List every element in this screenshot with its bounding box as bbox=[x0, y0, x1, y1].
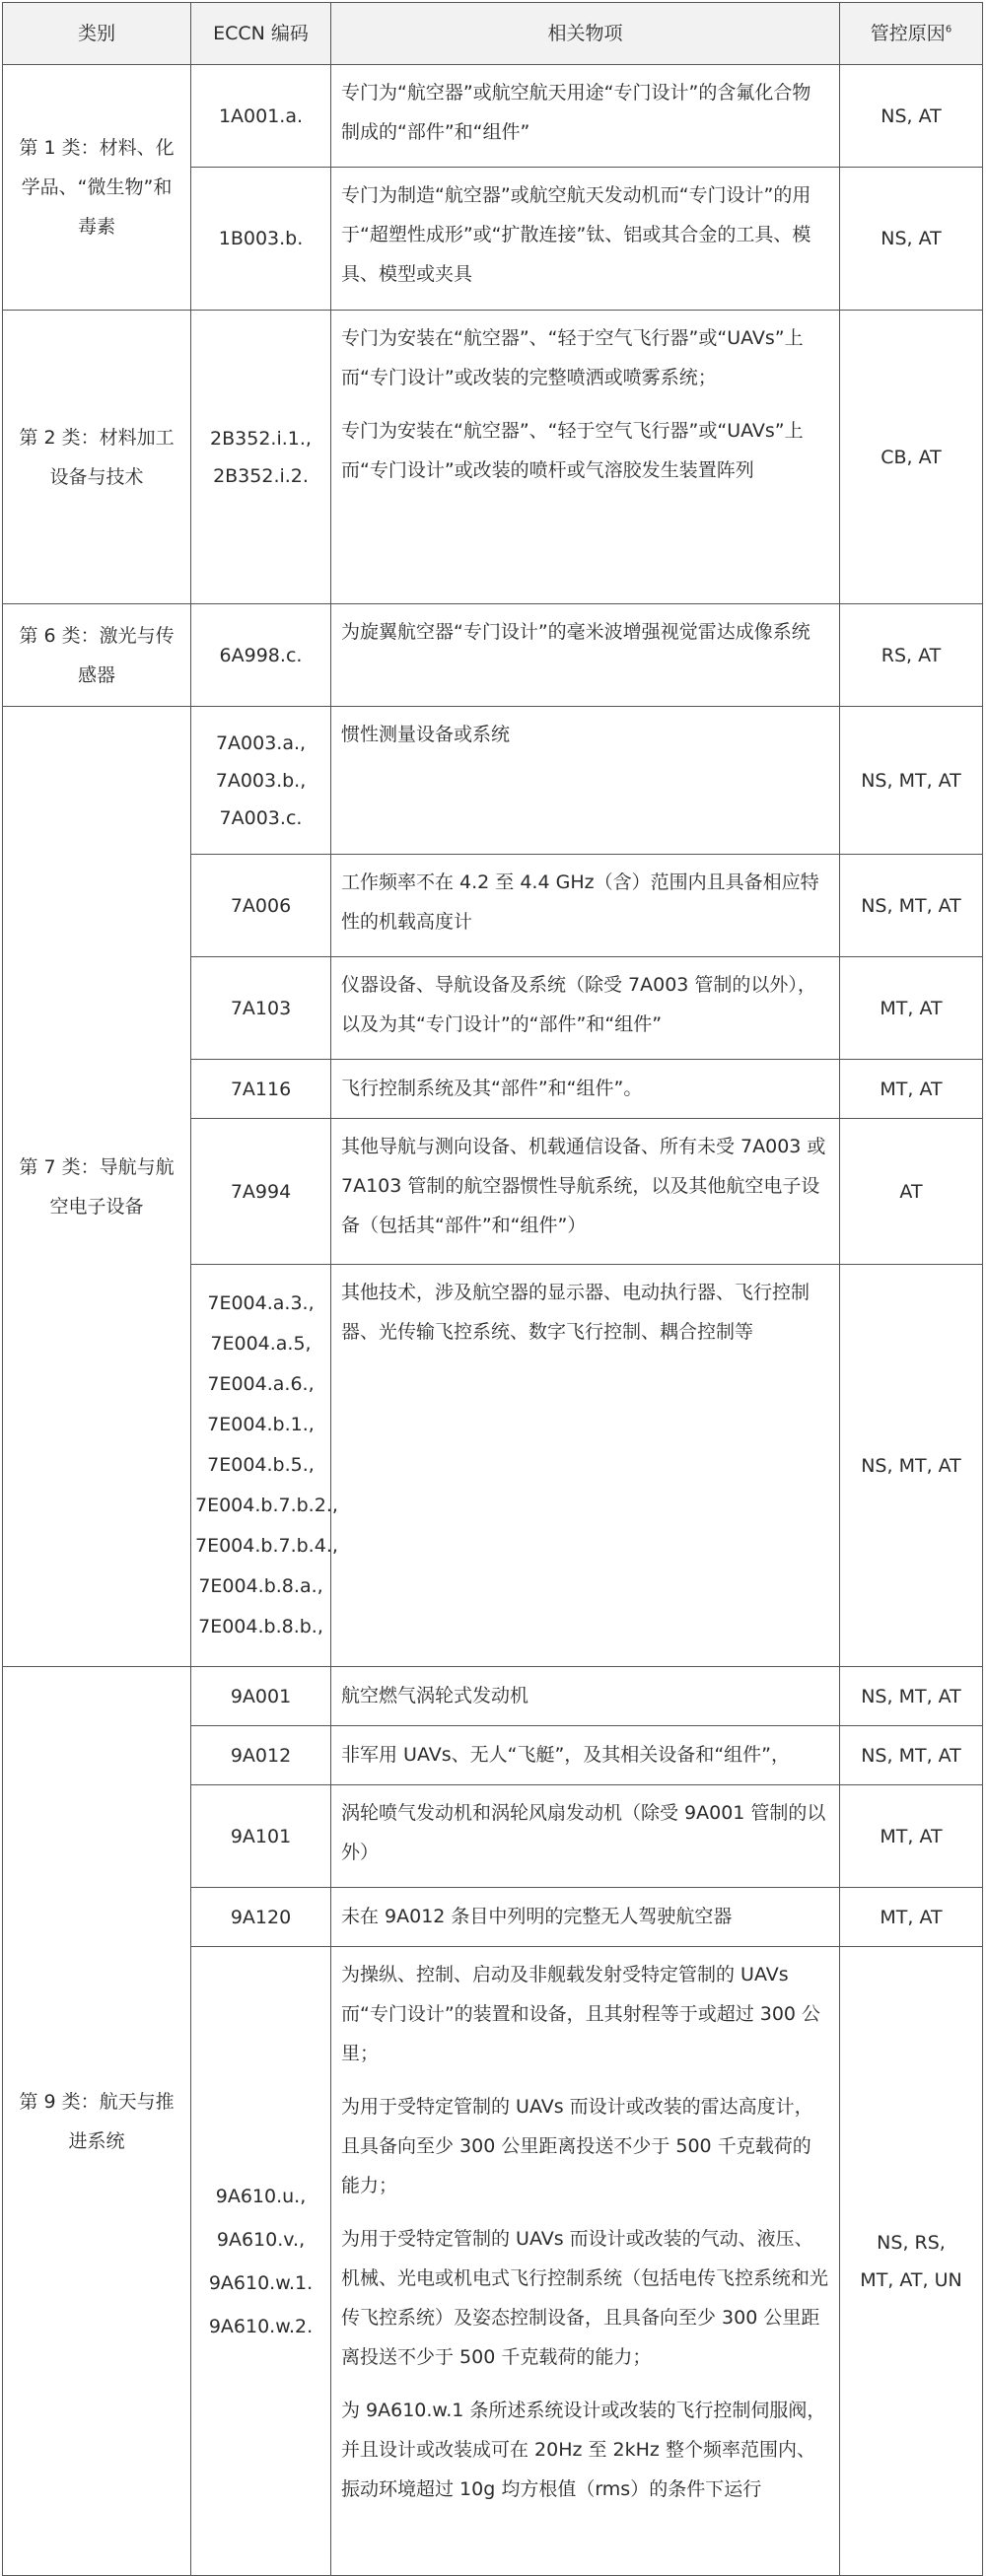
control-reason: CB, AT bbox=[840, 311, 983, 604]
item-description: 专门为“航空器”或航空航天用途“专门设计”的含氟化合物制成的“部件”和“组件” bbox=[331, 65, 840, 168]
item-description: 惯性测量设备或系统 bbox=[331, 707, 840, 855]
eccn-code: 9A101 bbox=[191, 1785, 331, 1888]
control-reason: MT, AT bbox=[840, 1060, 983, 1119]
header-category: 类别 bbox=[3, 3, 191, 65]
item-description: 未在 9A012 条目中列明的完整无人驾驶航空器 bbox=[331, 1888, 840, 1947]
control-reason: AT bbox=[840, 1119, 983, 1265]
eccn-code: 2B352.i.1., 2B352.i.2. bbox=[191, 311, 331, 604]
control-reason: NS, RS, MT, AT, UN bbox=[840, 1947, 983, 2576]
item-description: 为操纵、控制、启动及非舰载发射受特定管制的 UAVs 而“专门设计”的装置和设备，且其射程等于或超过 300 公里； 为用于受特定管制的 UAVs 而设计或改装的雷达高度计，且具备向至少 300 公里距离投送不少于 500 千克载荷的能力； 为用于受特定管制的 UAVs 而设计或改装的气动、液压、机械、光电或机电式飞行控制系统（包括电传飞控系统和光传飞控系统）及姿态控制设备，且具备向至少 300 公里距离投送不少于 500 千克载荷的能力； 为 9A610.w.1 条所述系统设计或改装的飞行控制伺服阀，并且设计或改装成可在 20Hz 至 2kHz 整个频率范围内、振动环境超过 10g 均方根值（rms）的条件下运行 bbox=[331, 1947, 840, 2576]
eccn-code: 1B003.b. bbox=[191, 168, 331, 311]
category-cell: 第 1 类：材料、化 学品、“微生物”和 毒素 bbox=[3, 65, 191, 311]
item-description: 为旋翼航空器“专门设计”的毫米波增强视觉雷达成像系统 bbox=[331, 604, 840, 707]
table-row bbox=[3, 311, 983, 604]
header-eccn: ECCN 编码 bbox=[191, 3, 331, 65]
eccn-code: 7A116 bbox=[191, 1060, 331, 1119]
eccn-code: 7A103 bbox=[191, 957, 331, 1060]
eccn-code: 7A003.a., 7A003.b., 7A003.c. bbox=[191, 707, 331, 855]
footnote-marker: 6 bbox=[945, 24, 952, 35]
table-row bbox=[3, 707, 983, 855]
eccn-code: 9A610.u., 9A610.v., 9A610.w.1. 9A610.w.2. bbox=[191, 1947, 331, 2576]
eccn-code: 7E004.a.3., 7E004.a.5, 7E004.a.6., 7E004.b.1., 7E004.b.5., 7E004.b.7.b.2., 7E004.b.7.b.4., 7E004.b.8.a., 7E004.b.8.b., bbox=[191, 1265, 331, 1667]
control-reason: NS, MT, AT bbox=[840, 1667, 983, 1726]
control-reason: NS, MT, AT bbox=[840, 855, 983, 957]
control-reason: NS, MT, AT bbox=[840, 1726, 983, 1785]
item-description: 飞行控制系统及其“部件”和“组件”。 bbox=[331, 1060, 840, 1119]
header-control: 管控原因$^6$ bbox=[840, 3, 983, 65]
item-description: 工作频率不在 4.2 至 4.4 GHz（含）范围内且具备相应特性的机载高度计 bbox=[331, 855, 840, 957]
category-cell: 第 7 类：导航与航 空电子设备 bbox=[3, 707, 191, 1667]
control-reason: MT, AT bbox=[840, 1785, 983, 1888]
eccn-code: 9A012 bbox=[191, 1726, 331, 1785]
control-reason: NS, AT bbox=[840, 168, 983, 311]
category-cell: 第 6 类：激光与传 感器 bbox=[3, 604, 191, 707]
eccn-code: 7A006 bbox=[191, 855, 331, 957]
item-description: 专门为制造“航空器”或航空航天发动机而“专门设计”的用于“超塑性成形”或“扩散连接”钛、铝或其合金的工具、模具、模型或夹具 bbox=[331, 168, 840, 311]
export-control-table bbox=[2, 2, 983, 2576]
item-description: 专门为安装在“航空器”、“轻于空气飞行器”或“UAVs”上而“专门设计”或改装的完整喷洒或喷雾系统； 专门为安装在“航空器”、“轻于空气飞行器”或“UAVs”上而“专门设计”或改装的喷杆或气溶胶发生装置阵列 bbox=[331, 311, 840, 604]
item-description: 其他导航与测向设备、机载通信设备、所有未受 7A003 或 7A103 管制的航空器惯性导航系统，以及其他航空电子设备（包括其“部件”和“组件”） bbox=[331, 1119, 840, 1265]
category-cell: 第 9 类：航天与推 进系统 bbox=[3, 1667, 191, 2576]
item-description: 仪器设备、导航设备及系统（除受 7A003 管制的以外），以及为其“专门设计”的“部件”和“组件” bbox=[331, 957, 840, 1060]
eccn-code: 9A001 bbox=[191, 1667, 331, 1726]
item-description: 涡轮喷气发动机和涡轮风扇发动机（除受 9A001 管制的以外） bbox=[331, 1785, 840, 1888]
header-row bbox=[3, 3, 983, 65]
table-row bbox=[3, 604, 983, 707]
control-reason: RS, AT bbox=[840, 604, 983, 707]
control-reason: MT, AT bbox=[840, 1888, 983, 1947]
header-items: 相关物项 bbox=[331, 3, 840, 65]
table-row bbox=[3, 65, 983, 168]
item-description: 其他技术，涉及航空器的显示器、电动执行器、飞行控制器、光传输飞控系统、数字飞行控制、耦合控制等 bbox=[331, 1265, 840, 1667]
item-description: 航空燃气涡轮式发动机 bbox=[331, 1667, 840, 1726]
control-reason: NS, AT bbox=[840, 65, 983, 168]
eccn-code: 7A994 bbox=[191, 1119, 331, 1265]
table-row bbox=[3, 1667, 983, 1726]
control-reason: MT, AT bbox=[840, 957, 983, 1060]
control-reason: NS, MT, AT bbox=[840, 1265, 983, 1667]
eccn-code: 1A001.a. bbox=[191, 65, 331, 168]
control-reason: NS, MT, AT bbox=[840, 707, 983, 855]
item-description: 非军用 UAVs、无人“飞艇”，及其相关设备和“组件”， bbox=[331, 1726, 840, 1785]
eccn-code: 6A998.c. bbox=[191, 604, 331, 707]
eccn-code: 9A120 bbox=[191, 1888, 331, 1947]
category-cell: 第 2 类：材料加工 设备与技术 bbox=[3, 311, 191, 604]
